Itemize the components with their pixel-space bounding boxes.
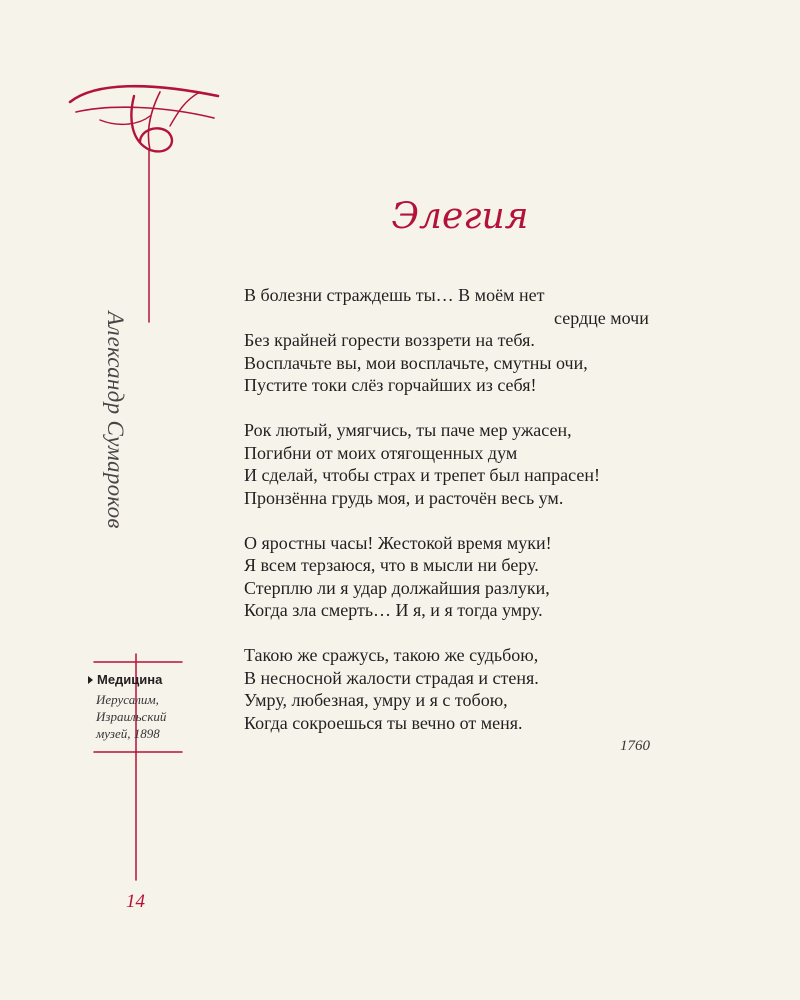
caption-text	[86, 691, 196, 742]
poem-line: И сделай, чтобы страх и трепет был напрасен!	[244, 465, 601, 485]
caption-line: Иерусалим,	[96, 692, 159, 707]
stanza	[244, 419, 764, 509]
poem-line: В болезни страждешь ты… В моём нет	[244, 285, 545, 305]
poem-line: В несносной жалости страдая и стеня.	[244, 667, 539, 688]
poem-line: Такою же сражусь, такою же судьбою,	[244, 645, 539, 665]
triangle-bullet-icon	[88, 676, 93, 684]
caption-line: музей, 1898	[96, 726, 160, 741]
poem-line: Пустите токи слёз горчайших из себя!	[244, 375, 537, 395]
illustration-caption	[86, 672, 196, 742]
author-name: Александр Сумароков	[103, 311, 128, 529]
poem-line: Без крайней горести воззрети на тебя.	[244, 330, 535, 350]
page-number: 14	[126, 891, 145, 912]
caption-line: Израильский	[96, 709, 167, 724]
poem-line: Рок лютый, умягчись, ты паче мер ужасен,	[244, 420, 572, 440]
poem-line: О яростны часы! Жестокой время муки!	[244, 532, 552, 553]
stanza	[244, 532, 764, 622]
poem-line: Стерплю ли я удар должайшия разлуки,	[244, 577, 550, 598]
poem-body	[244, 284, 764, 757]
poem-year: 1760	[620, 738, 650, 754]
poem-line: Пронзённа грудь моя, и расточён весь ум.	[244, 487, 564, 508]
caption-title: Медицина	[97, 672, 163, 687]
poem-line: Я всем терзаюся, что в мысли ни беру.	[244, 555, 539, 575]
poem-line: Умру, любезная, умру и я с тобою,	[244, 690, 508, 710]
caption-title-row	[86, 672, 196, 687]
poem-line: Когда зла смерть… И я, и я тогда умру.	[244, 600, 543, 620]
poem-line: сердце мочи	[554, 307, 649, 328]
stanza	[244, 284, 764, 397]
poem-line: Когда сокроешься ты вечно от меня.	[244, 712, 523, 733]
poem-line: Восплачьте вы, мои восплачьте, смутны очи,	[244, 352, 588, 373]
stanza	[244, 644, 764, 734]
poem-line: Погибни от моих отягощенных дум	[244, 442, 518, 463]
poem-title: Элегия	[391, 196, 529, 237]
